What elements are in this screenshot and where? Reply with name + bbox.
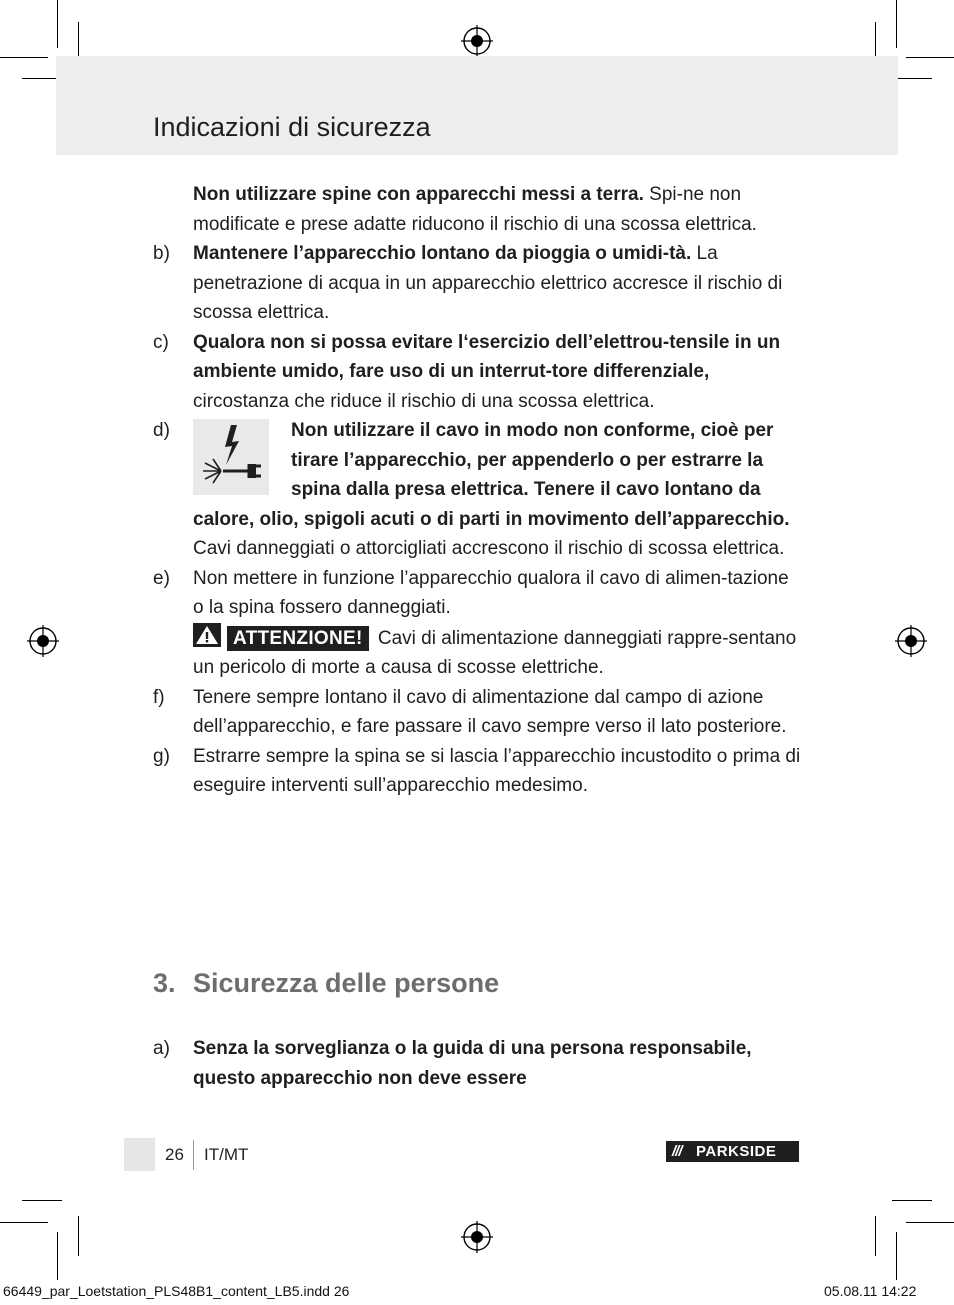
crop-mark [875,1216,876,1256]
section-title: Sicurezza delle persone [193,968,500,998]
crop-mark [0,1222,48,1223]
item-letter: b) [153,243,170,264]
section-heading [153,968,499,999]
warning-text: Cavi di alimentazione danneggiati rappre-sentano un pericolo di morte a causa di scosse elettriche. [193,627,797,678]
list-item [153,416,803,564]
page-number: 26 [165,1145,184,1164]
crop-mark [0,57,48,58]
item-text: Non mettere in funzione l’apparecchio qualora il cavo di alimen-tazione o la spina fossero danneggiati. [193,567,789,618]
item-letter: g) [153,745,170,767]
registration-mark-icon [27,625,59,657]
print-slug-file: 66449_par_Loetstation_PLS48B1_content_LB5.indd 26 [3,1283,350,1299]
item-letter: f) [153,686,165,708]
crop-mark [57,0,58,48]
footer-tab [124,1138,155,1171]
item-bold-text: Non utilizzare spine con apparecchi messi a terra. [193,184,644,205]
list-item [153,328,803,417]
electric-shock-cable-icon [193,419,269,495]
item-text: Spi-ne non modificate e prese adatte riducono il rischio di una scossa elettrica. [193,184,757,235]
section-number: 3. [153,968,176,998]
item-bold-text: Qualora non si possa evitare l‘esercizio dell’elettrou-tensile in un ambiente umido, fare uso di un interrut-tore differenziale, [193,331,781,382]
page-title: Indicazioni di sicurezza [153,112,431,142]
safety-instructions [153,180,803,801]
crop-mark [906,1222,954,1223]
crop-mark [896,0,897,48]
item-bold-text: Senza la sorveglianza o la guida di una persona responsabile, questo apparecchio non deve essere [193,1038,752,1089]
list-item [153,239,803,328]
brand-logo [666,1141,799,1162]
item-text: La penetrazione di acqua in un apparecchio elettrico accresce il rischio di scossa elettrica. [193,243,783,323]
item-letter: c) [153,331,169,353]
item-text: Tenere sempre lontano il cavo di alimentazione dal campo di azione dell’apparecchio, e fare passare il cavo sempre verso il lato posteriore. [193,686,787,737]
warning-triangle-icon [193,623,221,647]
item-bold-text: Mantenere l’apparecchio lontano da pioggia o umidi-tà. [193,243,692,264]
crop-mark [22,1200,62,1201]
crop-mark [57,1232,58,1280]
item-text: Cavi danneggiati o attorcigliati accrescono il rischio di scossa elettrica. [193,538,785,559]
item-text: circostanza che riduce il rischio di una scossa elettrica. [193,390,655,412]
item-bold-text: Non utilizzare il cavo in modo non conforme, cioè per tirare l’apparecchio, per appenderlo o per estrarre la spina dalla presa elettrica. Tenere il cavo lontano da calore, olio, spigoli acuti o di parti in movimento dell’apparecchio. [193,420,790,530]
registration-mark-icon [461,1221,493,1253]
list-item [153,742,803,801]
crop-mark [892,1200,932,1201]
brand-stripes: /// [672,1143,682,1160]
print-slug-date: 05.08.11 14:22 [824,1283,917,1299]
item-letter: a) [153,1038,170,1059]
crop-mark [78,1216,79,1256]
crop-mark [906,57,954,58]
brand-name: PARKSIDE [696,1143,777,1160]
list-item [153,180,803,239]
language-code: IT/MT [204,1145,249,1164]
crop-mark [892,78,932,79]
list-item [153,683,803,742]
item-letter: e) [153,567,170,589]
section-content [153,1034,803,1094]
item-letter: d) [153,420,170,441]
registration-mark-icon [895,625,927,657]
list-item [153,564,803,683]
warning-line [193,623,803,683]
item-text: Estrarre sempre la spina se si lascia l’apparecchio incustodito o prima di eseguire interventi sull’apparecchio medesimo. [193,745,801,796]
registration-mark-icon [461,25,493,57]
crop-mark [896,1232,897,1280]
list-item [153,1034,803,1094]
footer-divider [193,1140,194,1170]
warning-badge: ATTENZIONE! [227,626,369,651]
